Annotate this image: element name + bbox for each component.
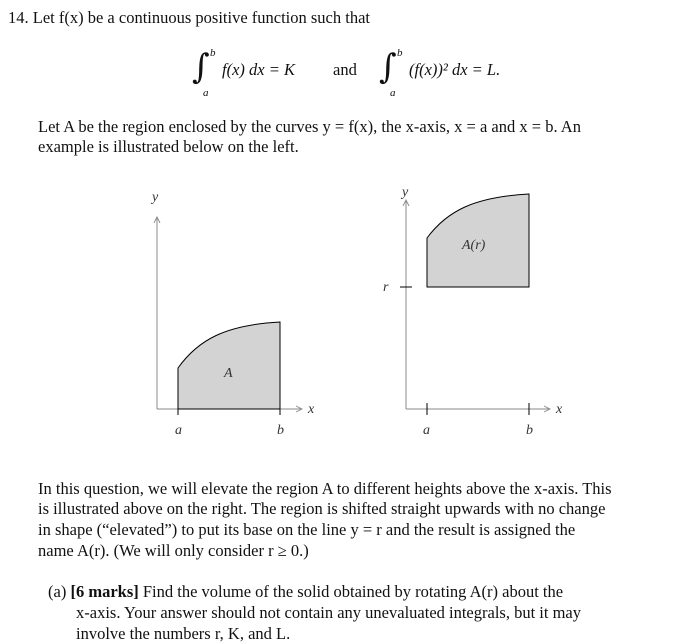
left-y-label: y (152, 190, 159, 205)
figures (0, 175, 698, 465)
para2-line-2: is illustrated above on the right. The region is shifted straight upwards with no change (38, 499, 606, 518)
region-A-r-label: A(r) (462, 238, 486, 253)
integral-expression-2: (f(x))² dx = L. (409, 60, 501, 79)
lower-limit-2: a (390, 87, 396, 99)
question-intro (8, 8, 370, 28)
left-b-label: b (277, 423, 284, 438)
para2-line-1: In this question, we will elevate the region A to different heights above the x-axis. This (38, 479, 612, 498)
integral-expression-1: f(x) dx = K (222, 60, 295, 79)
part-a-text-1: Find the volume of the solid obtained by rotating A(r) about the (142, 582, 564, 601)
left-x-label: x (308, 402, 315, 417)
part-a-label: (a) (48, 582, 67, 601)
para1-line-1: Let A be the region enclosed by the curves y = f(x), the x-axis, x = a and x = b. An (38, 117, 581, 136)
right-y-label: y (402, 185, 409, 200)
figure-right (383, 185, 563, 438)
region-A-label: A (224, 366, 233, 381)
right-r-label: r (383, 280, 389, 295)
left-a-label: a (175, 423, 182, 438)
integral-sign-1: ∫ (192, 47, 210, 87)
figure-left (150, 190, 315, 438)
question-number: 14. (8, 8, 29, 27)
intro-text: Let f(x) be a continuous positive function such that (32, 8, 371, 27)
para1-line-2: example is illustrated below on the left. (38, 137, 299, 156)
part-a-marks: [6 marks] (70, 582, 139, 601)
para2-line-4: name A(r). (We will only consider r ≥ 0.) (38, 541, 309, 560)
right-b-label: b (526, 423, 533, 438)
lower-limit-1: a (203, 87, 209, 99)
integral-sign-2: ∫ (379, 47, 397, 87)
upper-limit-2: b (397, 47, 403, 59)
part-a-line-2: x-axis. Your answer should not contain any unevaluated integrals, but it may (76, 603, 581, 622)
part-a-line-1 (48, 581, 682, 602)
right-a-label: a (423, 423, 430, 438)
equation-connector: and (333, 60, 357, 79)
upper-limit-1: b (210, 47, 216, 59)
right-x-label: x (556, 402, 563, 417)
para2-line-3: in shape (“elevated”) to put its base on the line y = r and the result is assigned the (38, 520, 576, 539)
part-a-line-3: involve the numbers r, K, and L. (76, 624, 291, 643)
